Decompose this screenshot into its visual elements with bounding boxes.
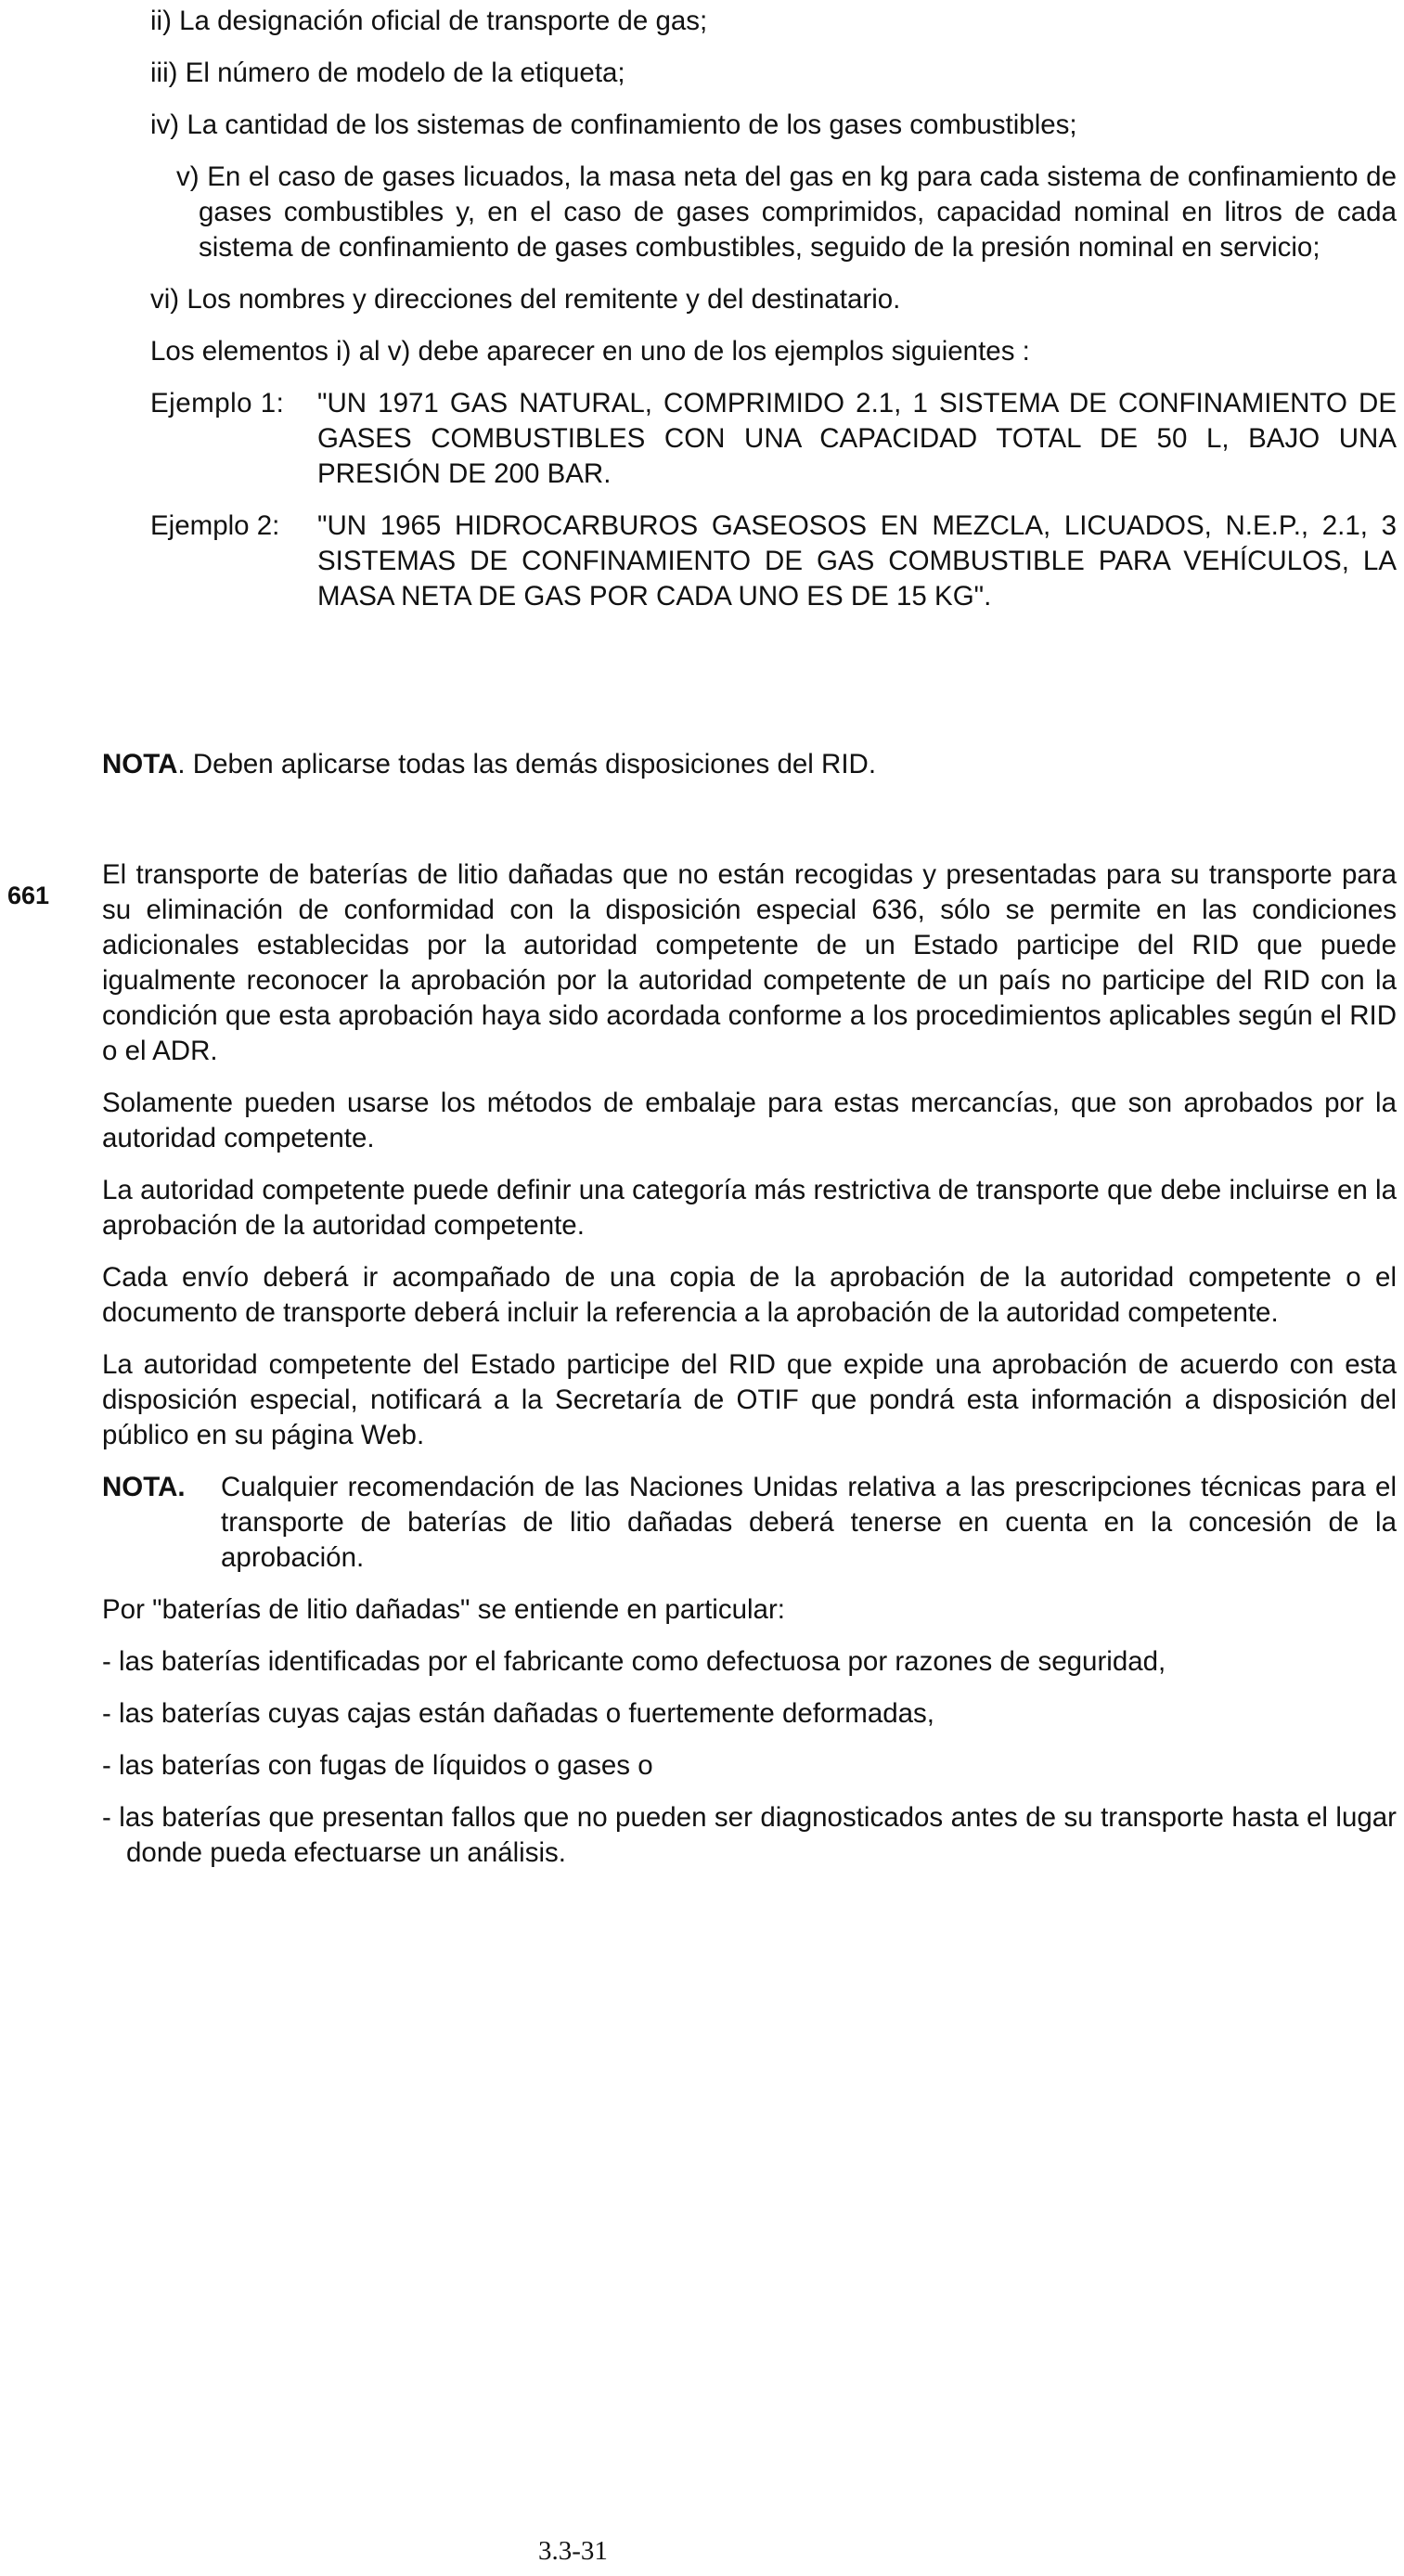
bullet-item: - las baterías que presentan fallos que no pueden ser diagnosticados antes de su transporte hasta el lugar donde pueda efectuarse un análisis. (102, 1802, 1397, 1868)
definition-intro: Por "baterías de litio dañadas" se entiende en particular: (102, 1594, 785, 1625)
list-item-ii: ii) La designación oficial de transporte de gas; (150, 6, 708, 36)
paragraph-3: La autoridad competente puede definir una categoría más restrictiva de transporte que debe incluirse en la aprobación de la autoridad competente. (102, 1175, 1397, 1241)
nota-recommendation-text: Cualquier recomendación de las Naciones Unidas relativa a las prescripciones técnicas para el transporte de baterías de litio dañadas deberá tenerse en cuenta en la concesión de la aprobación. (221, 1472, 1397, 1573)
example-2 (150, 509, 1397, 614)
list-block (150, 4, 1397, 631)
paragraph-5: La autoridad competente del Estado participe del RID que expide una aprobación de acuerdo con esta disposición especial, notificará a la Secretaría de OTIF que pondrá esta información a disposición del público en su página Web. (102, 1349, 1397, 1450)
special-provision-661 (102, 857, 1397, 1887)
paragraph-1: El transporte de baterías de litio dañadas que no están recogidas y presentadas para su transporte para su eliminación de conformidad con la disposición especial 636, sólo se permite en las condiciones adicionales establecidas por la autoridad competente de un Estado participe del RID que puede igualmente reconocer la aprobación por la autoridad competente de un país no participe del RID con la condición que esta aprobación haya sido acordada conforme a los procedimientos aplicables según el RID o el ADR. (102, 859, 1397, 1066)
nota-general-label: NOTA (102, 749, 178, 779)
nota-recommendation-label: NOTA. (102, 1472, 186, 1502)
paragraph-2: Solamente pueden usarse los métodos de embalaje para estas mercancías, que son aprobados por la autoridad competente. (102, 1088, 1397, 1153)
examples-intro: Los elementos i) al v) debe aparecer en uno de los ejemplos siguientes : (150, 336, 1030, 367)
list-item-iii: iii) El número de modelo de la etiqueta; (150, 58, 625, 88)
bullet-item: - las baterías identificadas por el fabricante como defectuosa por razones de seguridad, (102, 1646, 1166, 1677)
page-number: 3.3-31 (538, 2536, 608, 2566)
special-provision-code: 661 (7, 882, 50, 909)
nota-general (102, 747, 1397, 782)
list-item-iv: iv) La cantidad de los sistemas de confinamiento de los gases combustibles; (150, 109, 1077, 140)
example-1-text: "UN 1971 GAS NATURAL, COMPRIMIDO 2.1, 1 SISTEMA DE CONFINAMIENTO DE GASES COMBUSTIBLES CON UNA CAPACIDAD TOTAL DE 50 L, BAJO UNA PRESIÓN DE 200 BAR. (317, 388, 1397, 489)
example-1 (150, 386, 1397, 492)
paragraph-4: Cada envío deberá ir acompañado de una copia de la aprobación de la autoridad competente o el documento de transporte deberá incluir la referencia a la aprobación de la autoridad competente. (102, 1262, 1397, 1328)
example-2-label: Ejemplo 2: (150, 510, 280, 541)
example-1-label: Ejemplo 1: (150, 388, 285, 419)
list-item-v: v) En el caso de gases licuados, la masa neta del gas en kg para cada sistema de confinamiento de gases combustibles y, en el caso de gases comprimidos, capacidad nominal en litros de cada sistema de confinamiento de gases combustibles, seguido de la presión nominal en servicio; (176, 161, 1397, 263)
nota-recommendation (102, 1470, 1397, 1576)
bullet-item: - las baterías cuyas cajas están dañadas o fuertemente deformadas, (102, 1698, 934, 1729)
list-item-vi: vi) Los nombres y direcciones del remitente y del destinatario. (150, 284, 901, 315)
example-2-text: "UN 1965 HIDROCARBUROS GASEOSOS EN MEZCLA, LICUADOS, N.E.P., 2.1, 3 SISTEMAS DE CONFINAMIENTO DE GAS COMBUSTIBLE PARA VEHÍCULOS, LA MASA NETA DE GAS POR CADA UNO ES DE 15 KG". (317, 510, 1397, 612)
nota-general-text: . Deben aplicarse todas las demás disposiciones del RID. (177, 749, 877, 779)
bullet-item: - las baterías con fugas de líquidos o gases o (102, 1750, 653, 1781)
